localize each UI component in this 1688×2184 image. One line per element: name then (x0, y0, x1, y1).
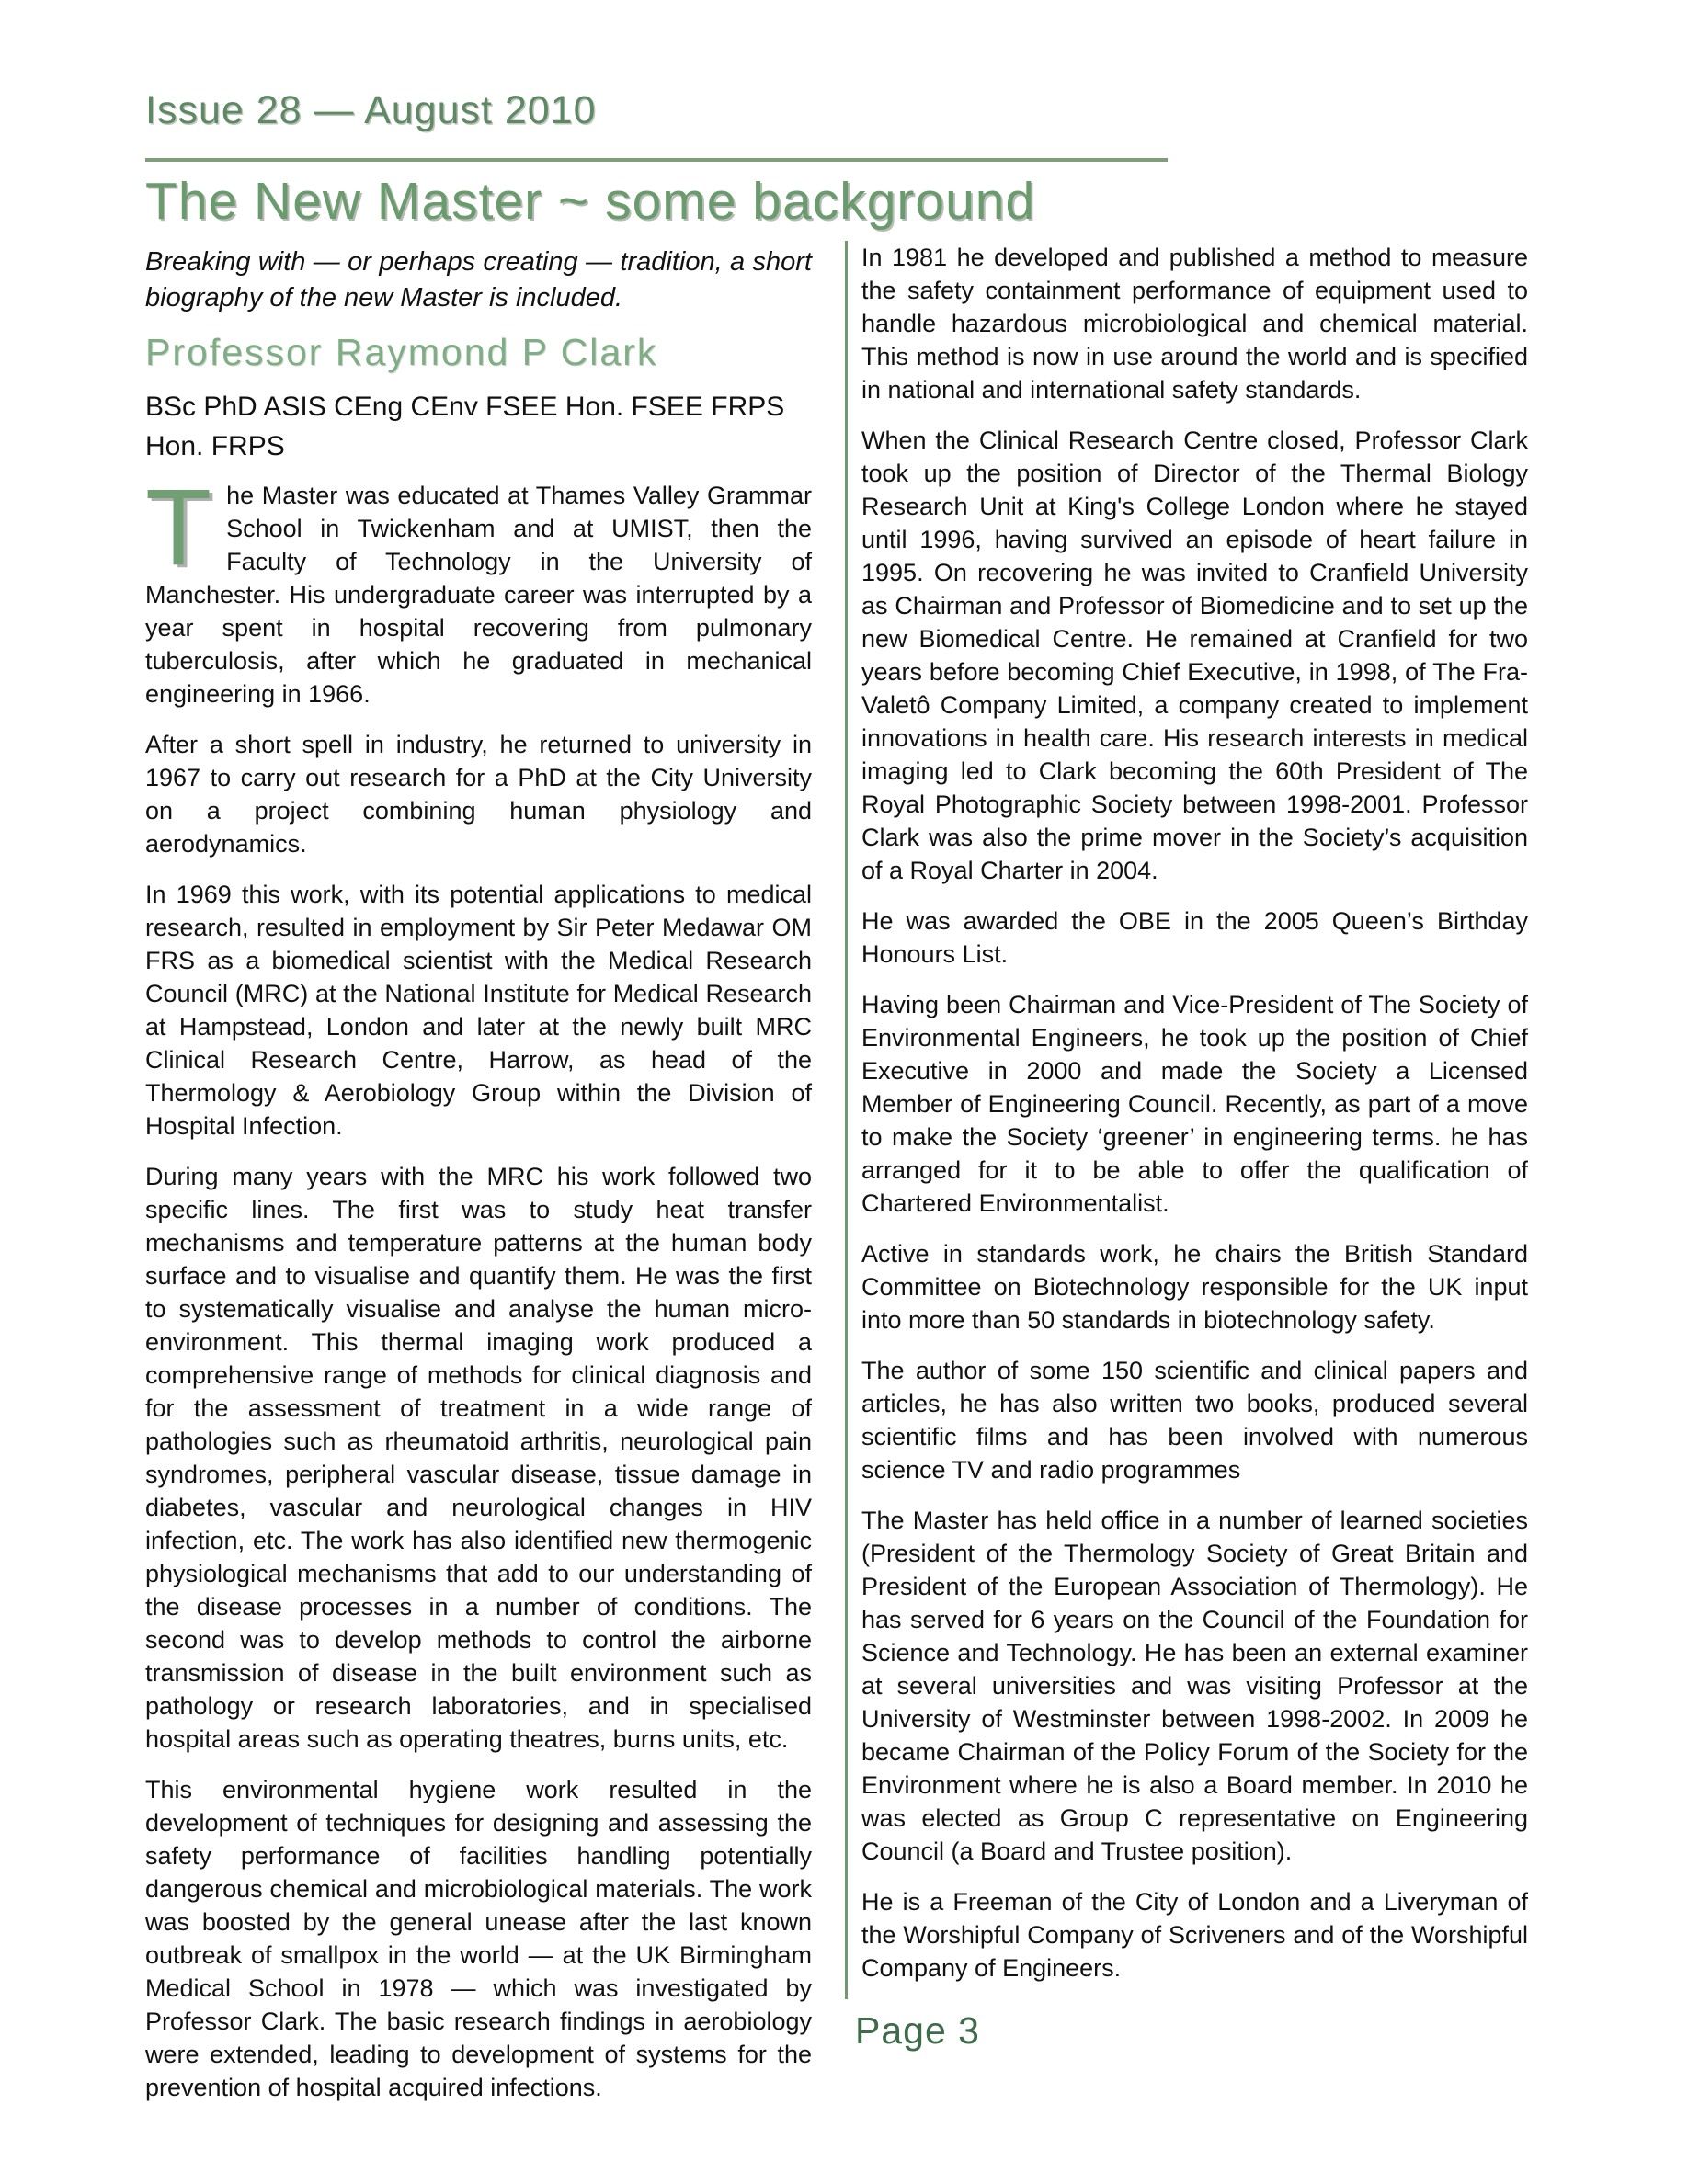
credentials-line-1: BSc PhD ASIS CEng CEnv FSEE Hon. FSEE FRPS (145, 392, 785, 422)
paragraph-text: he Master was educated at Thames Valley Grammar School in Twickenham and at UMIST, then the Faculty of Technology in the University of Manchester. His undergraduate career was interrupted by a year spent in hospital recovering from pulmonary tuberculosis, after which he graduated in mechanical engineering in 1966. (145, 482, 812, 708)
drop-cap: T (145, 467, 212, 588)
paragraph: Active in standards work, he chairs the British Standard Committee on Biotechnology responsible for the UK input into more than 50 standards in biotechnology safety. (861, 1240, 1528, 1334)
article-columns (145, 241, 1531, 2121)
paragraph: After a short spell in industry, he returned to university in 1967 to carry out research for a PhD at the City University on a project combining human physiology and aerodynamics. (145, 731, 812, 858)
article-title: The New Master ~ some background (145, 172, 1036, 231)
paragraph: He is a Freeman of the City of London and a Liveryman of the Worshipful Company of Scriveners and of the Worshipful Company of Engineers. (861, 1888, 1528, 1982)
paragraph (145, 467, 812, 711)
paragraph: During many years with the MRC his work followed two specific lines. The first was to study heat transfer mechanisms and temperature patterns at the human body surface and to visualise and quantify them. He was the first to systematically visualise and analyse the human micro-environment. This thermal imaging work produced a comprehensive range of methods for clinical diagnosis and for the assessment of treatment in a wide range of pathologies such as rheumatoid arthritis, neurological pain syndromes, peripheral vascular disease, tissue damage in diabetes, vascular and neurological changes in HIV infection, etc. The work has also identified new thermogenic physiological mechanisms that add to our understanding of the disease processes in a number of conditions. The second was to develop methods to control the airborne transmission of disease in the built environment such as pathology or research laboratories, and in specialised hospital areas such as operating theatres, burns units, etc. (145, 1163, 812, 1753)
paragraph: This environmental hygiene work resulted in the development of techniques for designing and assessing the safety performance of facilities handling potentially dangerous chemical and microbiological materials. The work was boosted by the general unease after the last known outbreak of smallpox in the world — at the UK Birmingham Medical School in 1978 — which was investigated by Professor Clark. The basic research findings in aerobiology were extended, leading to development of systems for the prevention of hospital acquired infections. (145, 1776, 812, 2101)
paragraph: Having been Chairman and Vice-President of The Society of Environmental Engineers, he took up the position of Chief Executive in 2000 and made the Society a Licensed Member of Engineering Council. Recently, as part of a move to make the Society ‘greener’ in engineering terms. he has arranged for it to be able to offer the qualification of Chartered Environmentalist. (861, 991, 1528, 1217)
right-column (861, 241, 1528, 2002)
paragraph: When the Clinical Research Centre closed, Professor Clark took up the position of Director of the Thermal Biology Research Unit at King's College London where he stayed until 1996, having survived an episode of heart failure in 1995. On recovering he was invited to Cranfield University as Chairman and Professor of Biomedicine and to set up the new Biomedical Centre. He remained at Cranfield for two years before becoming Chief Executive, in 1998, of The Fra-Valetô Company Limited, a company created to implement innovations in health care. His research interests in medical imaging led to Clark becoming the 60th President of The Royal Photographic Society between 1998-2001. Professor Clark was also the prime mover in the Society’s acquisition of a Royal Charter in 2004. (861, 427, 1528, 884)
column-divider (845, 241, 848, 1999)
intro-text: Breaking with — or perhaps creating — tradition, a short biography of the new Master is included. (145, 247, 812, 313)
header-rule (145, 158, 1168, 162)
left-column (145, 241, 812, 2121)
paragraph: In 1981 he developed and published a method to measure the safety containment performance of equipment used to handle hazardous microbiological and chemical material. This method is now in use around the world and is specified in national and international safety standards. (861, 244, 1528, 404)
paragraph: In 1969 this work, with its potential applications to medical research, resulted in employment by Sir Peter Medawar OM FRS as a biomedical scientist with the Medical Research Council (MRC) at the National Institute for Medical Research at Hampstead, London and later at the newly built MRC Clinical Research Centre, Harrow, as head of the Thermology & Aerobiology Group within the Division of Hospital Infection. (145, 881, 812, 1140)
paragraph: The author of some 150 scientific and clinical papers and articles, he has also written two books, produced several scientific films and has been involved with numerous science TV and radio programmes (861, 1357, 1528, 1484)
author-name: Professor Raymond P Clark (145, 331, 658, 373)
page-number: Page 3 (855, 2009, 980, 2052)
paragraph: The Master has held office in a number of learned societies (President of the Thermology Society of Great Britain and President of the European Association of Thermology). He has served for 6 years on the Council of the Foundation for Science and Technology. He has been an external examiner at several universities and was visiting Professor at the University of Westminster between 1998-2002. In 2009 he became Chairman of the Policy Forum of the Society for the Environment where he is also a Board member. In 2010 he was elected as Group C representative on Engineering Council (a Board and Trustee position). (861, 1507, 1528, 1865)
paragraph: He was awarded the OBE in the 2005 Queen’s Birthday Honours List. (861, 907, 1528, 968)
credentials-line-2: Hon. FRPS (145, 431, 285, 461)
author-credentials (145, 387, 812, 466)
issue-header: Issue 28 — August 2010 (145, 88, 597, 132)
